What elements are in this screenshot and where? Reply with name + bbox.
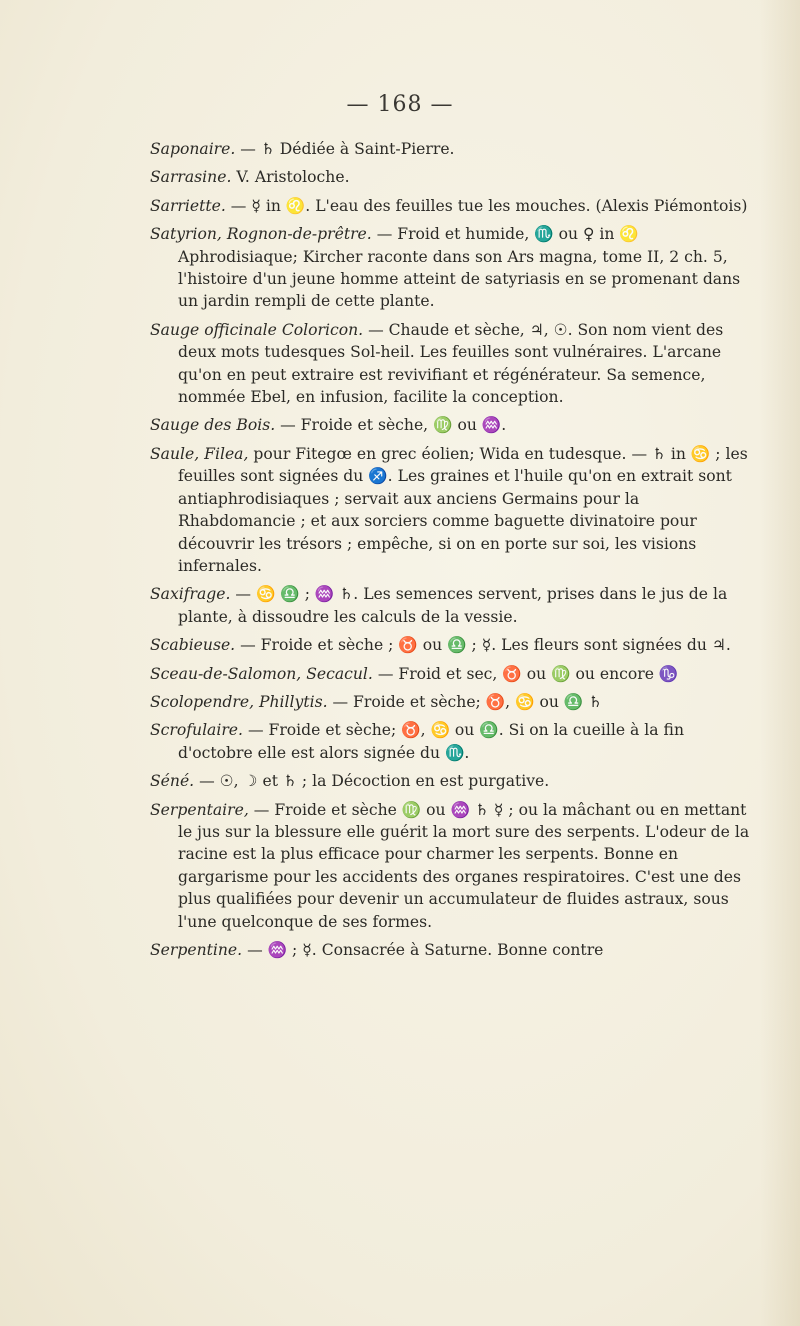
entry-serpentaire [150,799,750,933]
entry-sauge-des-bois [150,414,750,436]
entry-saponaire [150,138,750,160]
entry-text: pour Fitegœ en grec éolien; Wida en tudesque. — ♄ in ♋ ; les feuilles sont signées du ♐. Les graines et l'huile qu'on en extrait sont antiaphrodisiaques ; servait aux anciens Germains pour la Rhabdomancie ; et aux sorciers comme baguette divinatoire pour découvrir les trésors ; empêche, si on en porte sur soi, les visions infernales. [178,444,748,575]
entry-text: — Froide et sèche; ♉, ♋ ou ♎ ♄ [332,692,603,711]
entry-term: Sauge des Bois. [150,416,276,435]
dictionary-entries [150,138,750,967]
entry-text: — ♄ Dédiée à Saint-Pierre. [240,140,455,158]
entry-term: Saule, Filea, [150,444,249,463]
entry-term: Saxifrage. [150,585,231,604]
entry-text: — ♋ ♎ ; ♒ ♄. Les semences servent, prises dans le jus de la plante, à dissoudre les calculs de la vessie. [178,585,728,626]
entry-term: Serpentine. [150,941,243,959]
entry-sene [150,770,750,792]
entry-sauge-officinale [150,319,750,409]
entry-term: Serpentaire, [150,800,249,819]
entry-term: Sarriette. [150,196,226,215]
entry-serpentine [150,939,750,961]
entry-term: Scolopendre, Phillytis. [150,692,328,711]
entry-text: — Froide et sèche, ♍ ou ♒. [280,416,507,435]
entry-text: — ♒ ; ☿. Consacrée à Saturne. Bonne contre [247,941,604,959]
entry-term: Sarrasine. [150,168,232,187]
entry-scrofulaire [150,719,750,764]
entry-text: — Froide et sèche ; ♉ ou ♎ ; ☿. Les fleurs sont signées du ♃. [240,636,731,655]
page-number: — 168 — [346,92,454,117]
entry-text: — Froide et sèche ♍ ou ♒ ♄ ☿ ; ou la mâchant ou en mettant le jus sur la blessure elle guérit la mort sure des serpents. L'odeur de la racine est la plus efficace pour charmer les serpents. Bonne en gargarisme pour les accidents des organes respiratoires. C'est une des plus qualifiées pour devenir un accumulateur de fluides astraux, sous l'une quelconque de ses formes. [178,800,750,931]
entry-saxifrage [150,583,750,628]
entry-scolopendre [150,691,750,713]
entry-text: — Froide et sèche; ♉, ♋ ou ♎. Si on la cueille à la fin d'octobre elle est alors signée du ♏. [178,721,684,762]
entry-sarrasine [150,166,750,188]
entry-scabieuse [150,634,750,656]
entry-term: Scrofulaire. [150,721,243,740]
entry-text: — ☉, ☽ et ♄ ; la Décoction en est purgative. [199,772,550,791]
entry-term: Sauge officinale Coloricon. [150,320,364,339]
entry-saule [150,443,750,577]
entry-sarriette [150,195,750,217]
entry-text: — Chaude et sèche, ♃, ☉. Son nom vient des deux mots tudesques Sol-heil. Les feuilles sont vulnéraires. L'arcane qu'on en peut extraire est revivifiant et régénérateur. Sa semence, nommée Ebel, en infusion, facilite la conception. [178,320,724,407]
entry-text: — Froid et humide, ♏ ou ♀ in ♌ Aphrodisiaque; Kircher raconte dans son Ars magna, tome II, 2 ch. 5, l'histoire d'un jeune homme atteint de satyriasis en se promenant dans un jardin rempli de cette plante. [178,225,741,311]
entry-term: Saponaire. [150,140,236,158]
entry-term: Séné. [150,772,195,791]
entry-text: V. Aristoloche. [236,168,350,187]
entry-text: — Froid et sec, ♉ ou ♍ ou encore ♑ [377,664,679,683]
entry-term: Satyrion, Rognon-de-prêtre. [150,225,372,244]
entry-satyrion [150,223,750,313]
entry-text: — ☿ in ♌. L'eau des feuilles tue les mouches. (Alexis Piémontois) [230,196,748,215]
entry-sceau-de-salomon [150,663,750,685]
entry-term: Sceau-de-Salomon, Secacul. [150,664,373,683]
page-edge-shadow [760,0,800,1326]
entry-term: Scabieuse. [150,636,236,655]
